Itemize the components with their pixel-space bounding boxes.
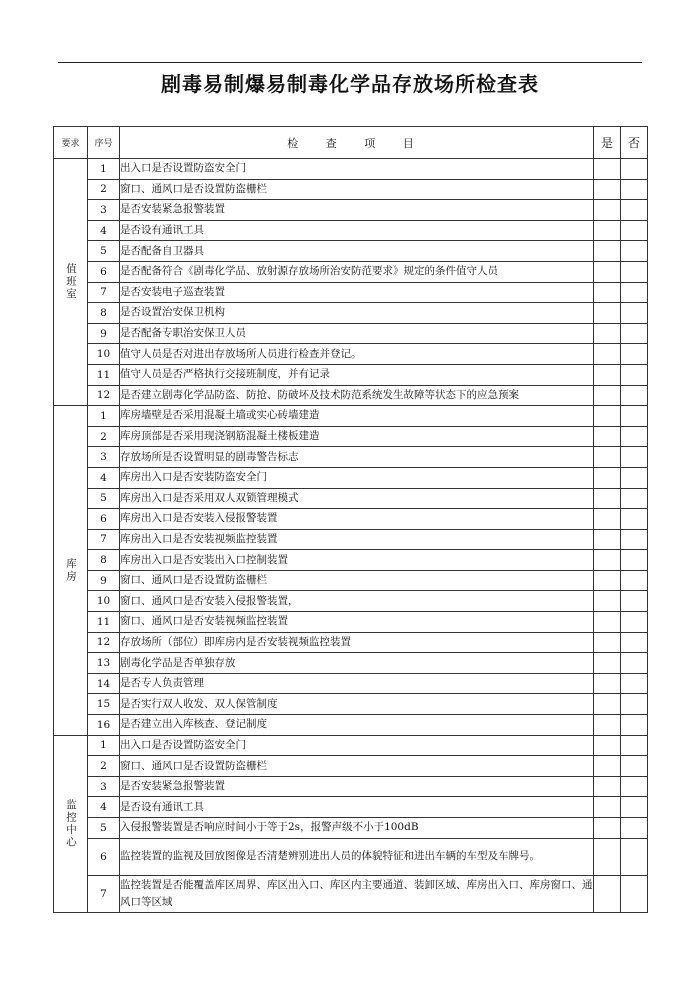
- yes-check-cell[interactable]: [594, 447, 621, 468]
- table-row: [54, 488, 648, 509]
- row-item-text: 值守人员是否对进出存放场所人员进行检查并登记。: [120, 344, 594, 365]
- no-check-cell[interactable]: [621, 426, 648, 447]
- row-item-text: 出入口是否设置防盗安全门: [120, 735, 594, 756]
- no-check-cell[interactable]: [621, 632, 648, 653]
- row-seq: 8: [88, 550, 120, 571]
- yes-check-cell[interactable]: [594, 303, 621, 324]
- no-check-cell[interactable]: [621, 529, 648, 550]
- table-row: [54, 385, 648, 406]
- top-rule: [58, 62, 642, 63]
- table-row: [54, 303, 648, 324]
- row-seq: 9: [88, 570, 120, 591]
- row-seq: 2: [88, 756, 120, 777]
- row-item-text: 是否建立出入库核查、登记制度: [120, 715, 594, 736]
- row-seq: 4: [88, 467, 120, 488]
- table-row: [54, 159, 648, 180]
- table-row: [54, 220, 648, 241]
- no-check-cell[interactable]: [621, 303, 648, 324]
- yes-check-cell[interactable]: [594, 673, 621, 694]
- yes-check-cell[interactable]: [594, 323, 621, 344]
- row-seq: 2: [88, 179, 120, 200]
- row-item-text: 是否专人负责管理: [120, 673, 594, 694]
- row-seq: 7: [88, 282, 120, 303]
- row-item-text: 是否设有通讯工具: [120, 220, 594, 241]
- row-item-text: 库房出入口是否安装入侵报警装置: [120, 509, 594, 530]
- yes-check-cell[interactable]: [594, 612, 621, 633]
- table-row: [54, 735, 648, 756]
- no-check-cell[interactable]: [621, 776, 648, 797]
- yes-check-cell[interactable]: [594, 570, 621, 591]
- table-row: [54, 467, 648, 488]
- row-item-text: 监控装置是否能覆盖库区周界、库区出入口、库区内主要通道、装卸区域、库房出入口、库房窗口、通风口等区域: [120, 875, 594, 912]
- table-row: [54, 875, 648, 912]
- table-row: [54, 612, 648, 633]
- row-item-text: 是否安装紧急报警装置: [120, 200, 594, 221]
- row-seq: 12: [88, 632, 120, 653]
- row-item-text: 是否安装紧急报警装置: [120, 776, 594, 797]
- table-row: [54, 426, 648, 447]
- no-check-cell[interactable]: [621, 612, 648, 633]
- no-check-cell[interactable]: [621, 715, 648, 736]
- row-item-text: 存放场所是否设置明显的剧毒警告标志: [120, 447, 594, 468]
- header-yes: 是: [594, 127, 621, 159]
- no-check-cell[interactable]: [621, 220, 648, 241]
- no-check-cell[interactable]: [621, 875, 648, 912]
- row-item-text: 剧毒化学品是否单独存放: [120, 653, 594, 674]
- page-title: 剧毒易制爆易制毒化学品存放场所检查表: [161, 72, 539, 96]
- table-row: [54, 653, 648, 674]
- row-seq: 6: [88, 838, 120, 875]
- row-item-text: 是否配备专职治安保卫人员: [120, 323, 594, 344]
- row-seq: 15: [88, 694, 120, 715]
- yes-check-cell[interactable]: [594, 875, 621, 912]
- table-row: [54, 447, 648, 468]
- row-item-text: 库房墙壁是否采用混凝土墙或实心砖墙建造: [120, 406, 594, 427]
- yes-check-cell[interactable]: [594, 467, 621, 488]
- row-seq: 10: [88, 344, 120, 365]
- yes-check-cell[interactable]: [594, 488, 621, 509]
- table-row: [54, 715, 648, 736]
- header-no: 否: [621, 127, 648, 159]
- table-row: [54, 344, 648, 365]
- table-body: [54, 159, 648, 913]
- table-row: [54, 323, 648, 344]
- section-label: 库房: [54, 406, 88, 736]
- row-seq: 7: [88, 529, 120, 550]
- row-item-text: 库房顶部是否采用现浇钢筋混凝土楼板建造: [120, 426, 594, 447]
- table-row: [54, 756, 648, 777]
- no-check-cell[interactable]: [621, 344, 648, 365]
- row-item-text: 出入口是否设置防盗安全门: [120, 159, 594, 180]
- table-row: [54, 776, 648, 797]
- row-item-text: 窗口、通风口是否设置防盗栅栏: [120, 756, 594, 777]
- yes-check-cell[interactable]: [594, 529, 621, 550]
- yes-check-cell[interactable]: [594, 838, 621, 875]
- row-item-text: 窗口、通风口是否设置防盗栅栏: [120, 179, 594, 200]
- no-check-cell[interactable]: [621, 797, 648, 818]
- row-seq: 3: [88, 776, 120, 797]
- row-item-text: 是否配备符合《剧毒化学品、放射源存放场所治安防范要求》规定的条件值守人员: [120, 261, 594, 282]
- yes-check-cell[interactable]: [594, 550, 621, 571]
- row-seq: 5: [88, 818, 120, 839]
- row-item-text: 监控装置的监视及回放图像是否清楚辨别进出人员的体貌特征和进出车辆的车型及车牌号。: [120, 838, 594, 875]
- row-seq: 6: [88, 509, 120, 530]
- table-header-row: [54, 127, 648, 159]
- no-check-cell[interactable]: [621, 323, 648, 344]
- row-seq: 7: [88, 875, 120, 912]
- yes-check-cell[interactable]: [594, 715, 621, 736]
- yes-check-cell[interactable]: [594, 735, 621, 756]
- row-item-text: 窗口、通风口是否安装入侵报警装置，: [120, 591, 594, 612]
- row-seq: 13: [88, 653, 120, 674]
- row-seq: 11: [88, 364, 120, 385]
- table-row: [54, 406, 648, 427]
- table-row: [54, 241, 648, 262]
- row-seq: 9: [88, 323, 120, 344]
- table-row: [54, 282, 648, 303]
- no-check-cell[interactable]: [621, 282, 648, 303]
- row-item-text: 库房出入口是否安装视频监控装置: [120, 529, 594, 550]
- row-item-text: 库房出入口是否安装防盗安全门: [120, 467, 594, 488]
- no-check-cell[interactable]: [621, 200, 648, 221]
- row-item-text: 库房出入口是否采用双人双锁管理模式: [120, 488, 594, 509]
- no-check-cell[interactable]: [621, 261, 648, 282]
- row-item-text: 是否实行双人收发、双人保管制度: [120, 694, 594, 715]
- no-check-cell[interactable]: [621, 756, 648, 777]
- yes-check-cell[interactable]: [594, 797, 621, 818]
- table-row: [54, 591, 648, 612]
- row-seq: 11: [88, 612, 120, 633]
- row-item-text: 是否设有通讯工具: [120, 797, 594, 818]
- row-seq: 4: [88, 220, 120, 241]
- section-label: 监控中心: [54, 735, 88, 912]
- table-row: [54, 797, 648, 818]
- section-label: 值班室: [54, 159, 88, 406]
- no-check-cell[interactable]: [621, 570, 648, 591]
- yes-check-cell[interactable]: [594, 364, 621, 385]
- yes-check-cell[interactable]: [594, 426, 621, 447]
- table-row: [54, 529, 648, 550]
- table-row: [54, 550, 648, 571]
- row-item-text: 窗口、通风口是否安装视频监控装置: [120, 612, 594, 633]
- no-check-cell[interactable]: [621, 818, 648, 839]
- table-row: [54, 838, 648, 875]
- no-check-cell[interactable]: [621, 735, 648, 756]
- yes-check-cell[interactable]: [594, 694, 621, 715]
- no-check-cell[interactable]: [621, 653, 648, 674]
- row-seq: 8: [88, 303, 120, 324]
- no-check-cell[interactable]: [621, 241, 648, 262]
- yes-check-cell[interactable]: [594, 261, 621, 282]
- yes-check-cell[interactable]: [594, 591, 621, 612]
- header-item: 检 查 项 目: [120, 127, 594, 159]
- no-check-cell[interactable]: [621, 591, 648, 612]
- header-seq: 序号: [88, 127, 120, 159]
- row-seq: 2: [88, 426, 120, 447]
- yes-check-cell[interactable]: [594, 159, 621, 180]
- no-check-cell[interactable]: [621, 694, 648, 715]
- yes-check-cell[interactable]: [594, 241, 621, 262]
- no-check-cell[interactable]: [621, 550, 648, 571]
- row-item-text: 是否建立剧毒化学品防盗、防抢、防破坏及技术防范系统发生故障等状态下的应急预案: [120, 385, 594, 406]
- row-seq: 10: [88, 591, 120, 612]
- no-check-cell[interactable]: [621, 179, 648, 200]
- row-item-text: 值守人员是否严格执行交接班制度，并有记录: [120, 364, 594, 385]
- row-seq: 5: [88, 488, 120, 509]
- no-check-cell[interactable]: [621, 488, 648, 509]
- table-row: [54, 261, 648, 282]
- yes-check-cell[interactable]: [594, 776, 621, 797]
- table-row: [54, 673, 648, 694]
- yes-check-cell[interactable]: [594, 653, 621, 674]
- header-requirement: 要求: [54, 127, 88, 159]
- row-seq: 16: [88, 715, 120, 736]
- yes-check-cell[interactable]: [594, 756, 621, 777]
- table-row: [54, 200, 648, 221]
- row-seq: 12: [88, 385, 120, 406]
- row-seq: 14: [88, 673, 120, 694]
- yes-check-cell[interactable]: [594, 385, 621, 406]
- row-item-text: 是否设置治安保卫机构: [120, 303, 594, 324]
- row-item-text: 入侵报警装置是否响应时间小于等于2s，报警声级不小于100dB: [120, 818, 594, 839]
- yes-check-cell[interactable]: [594, 818, 621, 839]
- no-check-cell[interactable]: [621, 838, 648, 875]
- no-check-cell[interactable]: [621, 447, 648, 468]
- inspection-table: [53, 126, 648, 913]
- no-check-cell[interactable]: [621, 467, 648, 488]
- row-seq: 3: [88, 447, 120, 468]
- row-item-text: 窗口、通风口是否设置防盗栅栏: [120, 570, 594, 591]
- yes-check-cell[interactable]: [594, 220, 621, 241]
- row-item-text: 是否安装电子巡查装置: [120, 282, 594, 303]
- yes-check-cell[interactable]: [594, 344, 621, 365]
- yes-check-cell[interactable]: [594, 632, 621, 653]
- row-seq: 5: [88, 241, 120, 262]
- no-check-cell[interactable]: [621, 385, 648, 406]
- yes-check-cell[interactable]: [594, 406, 621, 427]
- row-item-text: 是否配备自卫器具: [120, 241, 594, 262]
- table-row: [54, 570, 648, 591]
- row-seq: 1: [88, 735, 120, 756]
- table-row: [54, 818, 648, 839]
- no-check-cell[interactable]: [621, 406, 648, 427]
- table-row: [54, 509, 648, 530]
- row-seq: 6: [88, 261, 120, 282]
- no-check-cell[interactable]: [621, 159, 648, 180]
- row-seq: 1: [88, 159, 120, 180]
- yes-check-cell[interactable]: [594, 509, 621, 530]
- no-check-cell[interactable]: [621, 673, 648, 694]
- yes-check-cell[interactable]: [594, 200, 621, 221]
- row-item-text: 存放场所（部位）即库房内是否安装视频监控装置: [120, 632, 594, 653]
- row-seq: 4: [88, 797, 120, 818]
- row-item-text: 库房出入口是否安装出入口控制装置: [120, 550, 594, 571]
- table-row: [54, 179, 648, 200]
- no-check-cell[interactable]: [621, 364, 648, 385]
- table-row: [54, 694, 648, 715]
- table-row: [54, 632, 648, 653]
- no-check-cell[interactable]: [621, 509, 648, 530]
- row-seq: 1: [88, 406, 120, 427]
- row-seq: 3: [88, 200, 120, 221]
- yes-check-cell[interactable]: [594, 179, 621, 200]
- yes-check-cell[interactable]: [594, 282, 621, 303]
- table-row: [54, 364, 648, 385]
